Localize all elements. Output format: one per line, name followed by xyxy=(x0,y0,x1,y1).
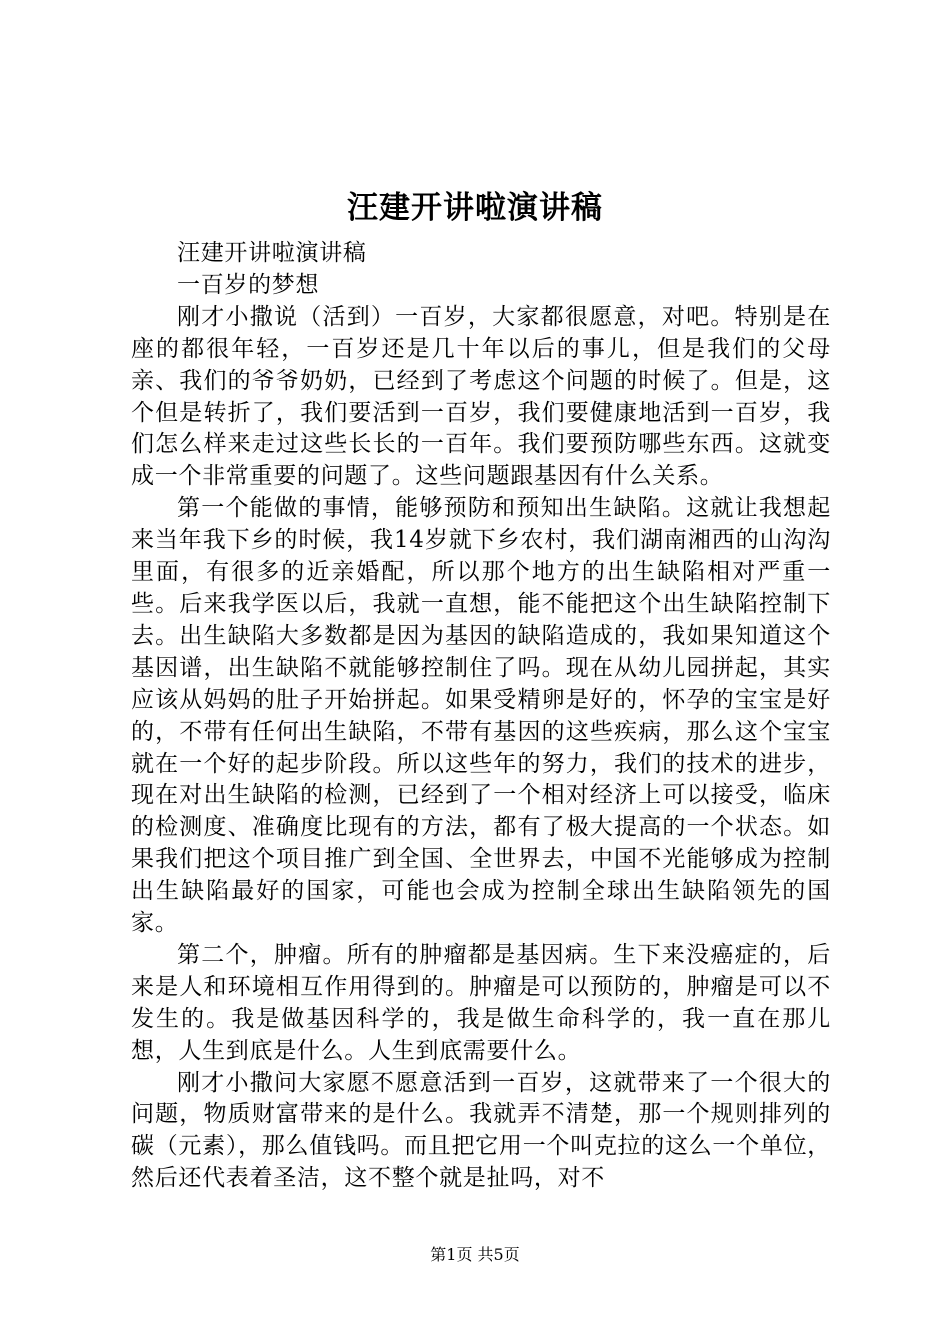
body-paragraph: 刚才小撒说（活到）一百岁，大家都很愿意，对吧。特别是在座的都很年轻，一百岁还是几十年以后的事儿，但是我们的父母亲、我们的爷爷奶奶，已经到了考虑这个问题的时候了。但是，这个但是转折了，我们要活到一百岁，我们要健康地活到一百岁，我们怎么样来走过这些长长的一百年。我们要预防哪些东西。这就变成一个非常重要的问题了。这些问题跟基因有什么关系。 xyxy=(131,303,831,490)
document-body xyxy=(131,238,831,1195)
section-heading: 一百岁的梦想 xyxy=(177,271,320,298)
body-paragraph: 第一个能做的事情，能够预防和预知出生缺陷。这就让我想起来当年我下乡的时候，我14岁就下乡农村，我们湖南湘西的山沟沟里面，有很多的近亲婚配，所以那个地方的出生缺陷相对严重一些。后来我学医以后，我就一直想，能不能把这个出生缺陷控制下去。出生缺陷大多数都是因为基因的缺陷造成的，我如果知道这个基因谱，出生缺陷不就能够控制住了吗。现在从幼儿园拼起，其实应该从妈妈的肚子开始拼起。如果受精卵是好的，怀孕的宝宝是好的，不带有任何出生缺陷，不带有基因的这些疾病，那么这个宝宝就在一个好的起步阶段。所以这些年的努力，我们的技术的进步，现在对出生缺陷的检测，已经到了一个相对经济上可以接受，临床的检测度、准确度比现有的方法，都有了极大提高的一个状态。如果我们把这个项目推广到全国、全世界去，中国不光能够成为控制出生缺陷最好的国家，可能也会成为控制全球出生缺陷领先的国家。 xyxy=(131,495,831,937)
document-title: 汪建开讲啦演讲稿 xyxy=(347,190,603,226)
page-footer: 第1页 共5页 xyxy=(430,1245,520,1264)
body-paragraph: 刚才小撒问大家愿不愿意活到一百岁，这就带来了一个很大的问题，物质财富带来的是什么。我就弄不清楚，那一个规则排列的碳（元素），那么值钱吗。而且把它用一个叫克拉的这么一个单位，然后还代表着圣洁，这不整个就是扯吗，对不 xyxy=(131,1069,831,1192)
subtitle-paragraph: 汪建开讲啦演讲稿 xyxy=(177,240,367,266)
body-paragraph: 第二个，肿瘤。所有的肿瘤都是基因病。生下来没癌症的，后来是人和环境相互作用得到的。肿瘤是可以预防的，肿瘤是可以不发生的。我是做基因科学的，我是做生命科学的，我一直在那儿想，人生到底是什么。人生到底需要什么。 xyxy=(131,941,831,1064)
